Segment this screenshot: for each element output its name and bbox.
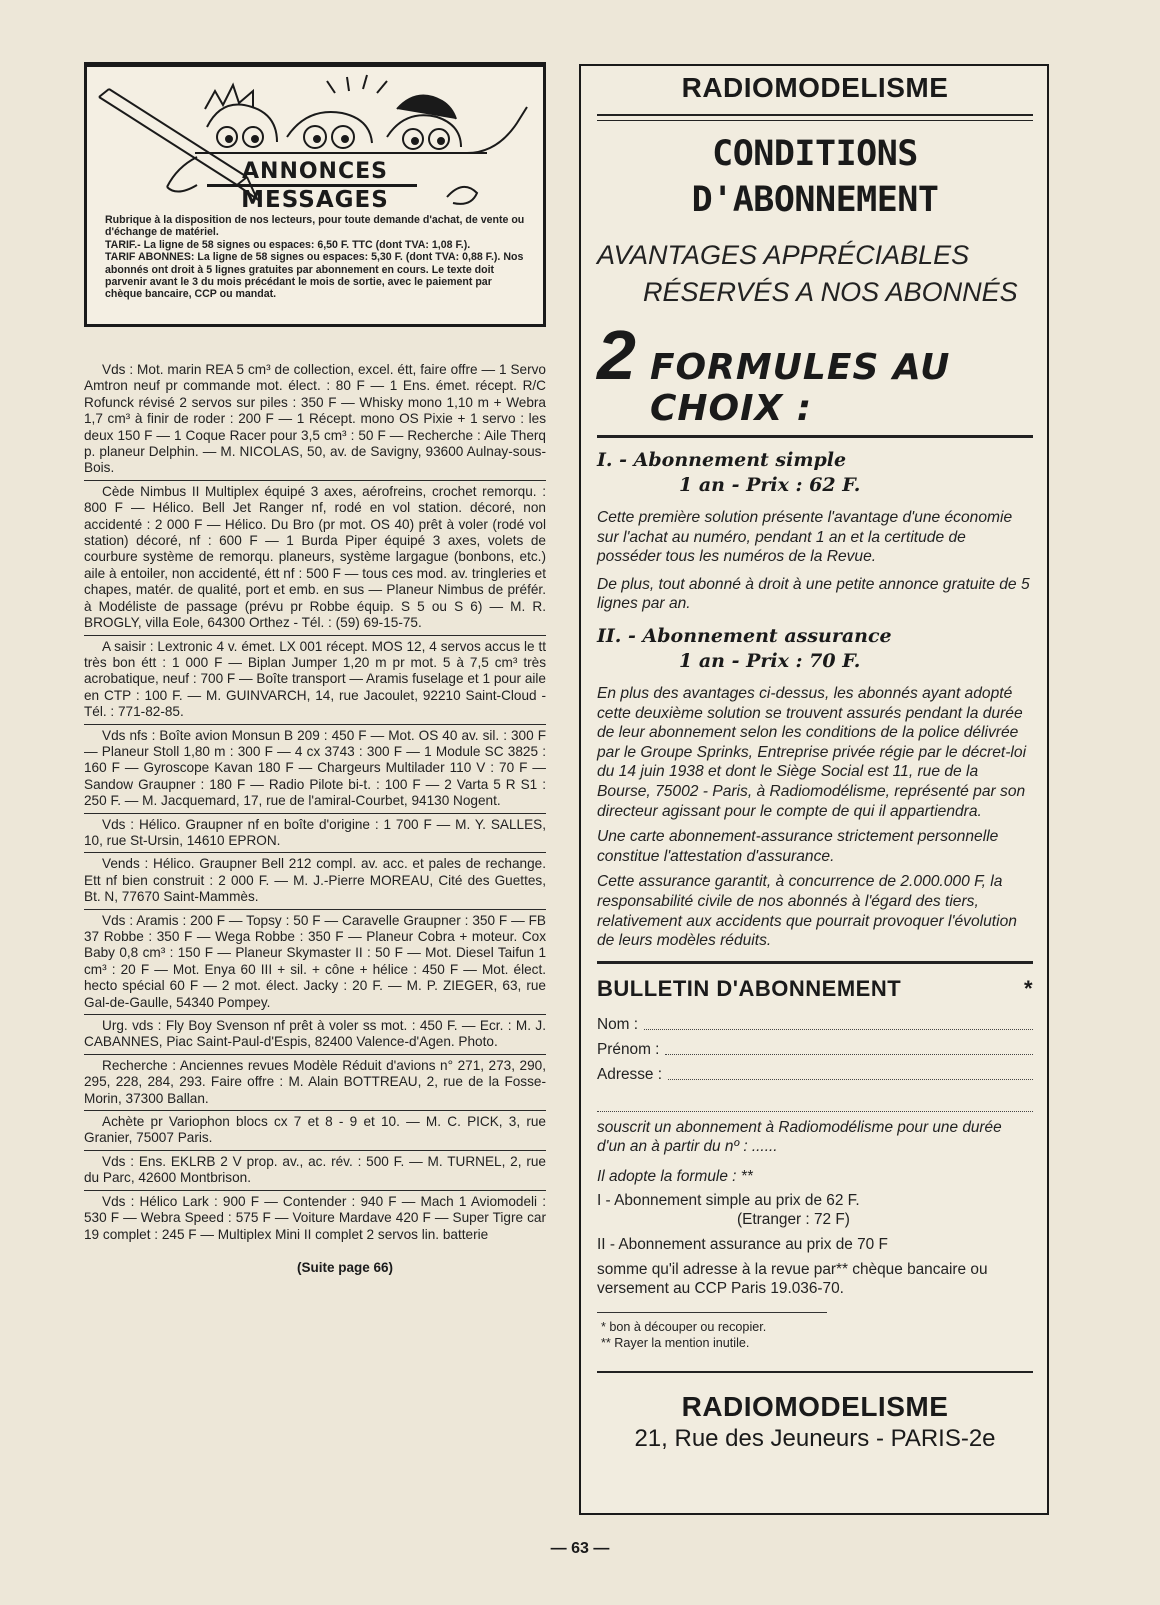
header-description xyxy=(105,214,531,301)
form-somme: somme qu'il adresse à la revue par** chèque bancaire ou versement au CCP Paris 19.036-70. xyxy=(597,1260,988,1297)
notes-rule xyxy=(597,1312,827,1313)
form-adopte: Il adopte la formule : ** xyxy=(597,1167,753,1185)
double-rule xyxy=(597,114,1033,121)
header-desc-tarif: TARIF.- La ligne de 58 signes ou espaces: 6,50 F. TTC (dont TVA: 1,08 F.). xyxy=(105,238,471,251)
footnote-1: * bon à découper ou recopier. xyxy=(601,1319,767,1334)
classifieds-header xyxy=(84,62,546,327)
formula-2-text-1: En plus des avantages ci-dessus, les abonnés ayant adopté cette deuxième solution se trouvent assurés pendant la durée de leur abonnement selon les conditions de la police délivrée par le Groupe Sprinks, Entreprise privée régie par le décret-loi du 14 juin 1938 et dont le Siège Social est 11, rue de la Bourse, 75002 - Paris, à Radiomodélisme, représenté par son directeur agissant pour le compte de qui il appartiendra. xyxy=(597,684,1027,820)
form-label-prenom: Prénom : xyxy=(597,1040,660,1058)
ad-item: Vds : Hélico. Graupner nf en boîte d'origine : 1 700 F — M. Y. SALLES, 10, rue St-Ursin, 14610 EPRON. xyxy=(84,814,546,854)
ads-list xyxy=(84,361,546,1246)
bulletin-heading xyxy=(597,976,1033,1002)
address-street: 21, Rue des Jeuneurs - PARIS-2e xyxy=(634,1424,996,1452)
form-label-nom: Nom : xyxy=(597,1015,639,1033)
ad-item: Vends : Hélico. Graupner Bell 212 compl. av. acc. et pales de rechange. Ett nf bien construit : 2 000 F. — M. J.-Pierre MOREAU, Cité des Guettes, Bt. N, 77670 Saint-Mammès. xyxy=(84,853,546,909)
formula-2-body xyxy=(597,684,1033,951)
ad-item: Urg. vds : Fly Boy Svenson nf prêt à voler ss mot. : 450 F. — Ecr. : M. J. CABANNES, Piac Saint-Paul-d'Espis, 82400 Valence-d'Agen. Photo. xyxy=(84,1015,546,1055)
subscription-content xyxy=(597,66,1033,1453)
address-rule xyxy=(597,1371,1033,1373)
subscription-form xyxy=(597,1012,1033,1298)
header-title-annonces: ANNONCES xyxy=(242,159,388,184)
formula-1-price: 1 an - Prix : 62 F. xyxy=(679,474,861,496)
ad-item: Vds : Mot. marin REA 5 cm³ de collection, excel. étt, faire offre — 1 Servo Amtron neuf pr commande mot. élect. : 80 F — 1 Ens. émet. récept. R/C Rofunck révisé 2 servos sur piles : 350 F — Whisky mono 1,10 m + Webra 1,7 cm³ à finir de roder : 200 F — 1 Récept. mono OS Pixie + 1 servo : les deux 150 F — 1 Coque Racer pour 3,5 cm³ : 50 F — Recherche : Aile Therq p. planeur Delphin. — M. NICOLAS, 50, av. de Savigny, 93600 Aulnay-sous-Bois. xyxy=(84,361,546,481)
formula-2-text-2: Une carte abonnement-assurance strictement personnelle constitue l'attestation d'assurance. xyxy=(597,828,999,865)
form-dotted-line xyxy=(668,1062,1033,1080)
formula-2-title: II. - Abonnement assurance xyxy=(597,624,892,647)
formula-2-text-3: Cette assurance garantit, à concurrence de 2.000.000 F, la responsabilité civile de nos abonnés à l'égard des tiers, relativement aux accidents que pourrait provoquer l'évolution de leurs modèles réduits. xyxy=(597,873,1017,950)
form-field-prenom[interactable] xyxy=(597,1037,1033,1062)
form-field-adresse[interactable] xyxy=(597,1062,1033,1087)
bulletin-title: BULLETIN D'ABONNEMENT xyxy=(597,975,902,1001)
form-address-line-2[interactable] xyxy=(597,1087,1033,1112)
continued-note: (Suite page 66) xyxy=(296,1259,394,1275)
formula-2-price: 1 an - Prix : 70 F. xyxy=(679,649,861,672)
form-souscrit: souscrit un abonnement à Radiomodélisme pour une durée d'un an à partir du nº : ...... xyxy=(597,1118,1002,1155)
formula-1-text-1: Cette première solution présente l'avantage d'une économie sur l'achat au numéro, pendant 1 an et la certitude de posséder tous les numéros de la Revue. xyxy=(597,509,1013,566)
header-title-messages: MESSAGES xyxy=(241,187,389,213)
form-label-adresse: Adresse : xyxy=(597,1065,663,1083)
form-dotted-line xyxy=(665,1037,1033,1055)
header-desc-intro: Rubrique à la disposition de nos lecteurs, pour toute demande d'achat, de vente ou d'échange de matériel. xyxy=(105,214,525,239)
ad-item: Vds : Aramis : 200 F — Topsy : 50 F — Caravelle Graupner : 350 F — FB 37 Robbe : 350 F — Wega Robbe : 350 F — Planeur Cobra + moteur. Cox Baby 0,8 cm³ : 150 F — Planeur Skymaster II : 50 F — Mot. Diesel Taifun 1 cm³ : 20 F — Mot. Enya 60 III + sil. + cône + hélice : 450 F — Mot. élect. hecto spécial 60 F — 2 mot. élect. Jacky : 20 F. — M. P. ZIEGER, 63, rue Gal-de-Gaulle, 54340 Pompey. xyxy=(84,910,546,1015)
address-name: RADIOMODELISME xyxy=(681,1390,949,1422)
form-option-1 xyxy=(597,1191,1033,1210)
advantages-line-2: RÉSERVÉS A NOS ABONNÉS xyxy=(643,277,1018,307)
classifieds-column xyxy=(84,62,546,1275)
ad-item: Cède Nimbus II Multiplex équipé 3 axes, aérofreins, crochet remorqu. : 800 F — Hélico. Bell Jet Ranger nf, rodé en vol station. décoré, non accidenté : 2 000 F — Hélico. Du Bro (pr mot. OS 40) prêt à voler (rodé vol station) décoré, nf : 600 F — 1 Burda Piper équipé 3 axes, volets de courbure système de remorqu. planeurs, système largague (bonbons, etc.) aile à entoiler, non accidenté, étt nf : 500 F — tous ces mod. av. tringleries et chapes, matér. de qualité, port et emb. en sus — Planeur Nimbus de préfér. à Modéliste de passage (prévu pr Robbe équip. S 5 ou S 6) — M. R. BROGLY, villa Eole, 64300 Orthez - Tél. : (59) 69-15-75. xyxy=(84,481,546,636)
subscription-box xyxy=(579,64,1049,1515)
section-rule xyxy=(597,435,1033,438)
advantages-line-1: AVANTAGES APPRÉCIABLES xyxy=(597,240,970,270)
ad-item: Vds nfs : Boîte avion Monsun B 209 : 450 F — Mot. OS 40 av. sil. : 300 F — Planeur Stoll 1,80 m : 300 F — 4 cx 3743 : 300 F — 1 Module SC 3825 : 160 F — Gyroscope Kavan 180 F — Chargeurs Multilader 110 V : 70 F — Sandow Graupner : 180 F — Radio Pilote bi-t. : 100 F — 2 Varta 5 R S1 : 250 F. — M. Jacquemard, 17, rue de l'amiral-Courbet, 94130 Nogent. xyxy=(84,725,546,814)
page-number: — 63 — xyxy=(550,1540,610,1557)
bulletin-star: * xyxy=(1023,975,1033,1001)
conditions-heading xyxy=(597,131,1033,223)
conditions-line-2: D'ABONNEMENT xyxy=(691,180,939,220)
advantages-heading xyxy=(597,237,1033,311)
form-option-1-foreign: (Etranger : 72 F) xyxy=(737,1210,850,1228)
form-option-1-text: I - Abonnement simple au prix de 62 F. xyxy=(597,1191,860,1209)
form-option-2: II - Abonnement assurance au prix de 70 F xyxy=(597,1235,888,1253)
magazine-title: RADIOMODELISME xyxy=(681,72,949,103)
formula-1-body xyxy=(597,508,1033,614)
form-field-nom[interactable] xyxy=(597,1012,1033,1037)
formula-1-heading xyxy=(597,448,1033,498)
ad-item: Vds : Hélico Lark : 900 F — Contender : 940 F — Mach 1 Aviomodeli : 530 F — Webra Speed : 575 F — Voiture Mardave 420 F — Super Tigre car 19 complet : 245 F — Multiplex Mini II complet 2 servos lin. batterie xyxy=(84,1193,546,1242)
ad-item: A saisir : Lextronic 4 v. émet. LX 001 récept. MOS 12, 4 servos accus le tt très bon étt : 1 000 F — Biplan Jumper 1,20 m pr mot. 5 à 7,5 cm³ très acrobatique, neuf : 700 F — Boîte transport — Aramis fuselage et 1 pour aile en CTP : 100 F. — M. GUINVARCH, 14, rue Jacoulet, 92210 Saint-Cloud - Tél. : 771-82-85. xyxy=(84,636,546,725)
bulletin-rule xyxy=(597,961,1033,964)
formula-2-heading xyxy=(597,624,1033,674)
footnote-2: ** Rayer la mention inutile. xyxy=(601,1335,750,1350)
formulas-text: FORMULES AU CHOIX : xyxy=(649,347,951,429)
footnotes xyxy=(597,1319,1033,1351)
ad-item: Recherche : Anciennes revues Modèle Réduit d'avions n° 271, 273, 290, 295, 228, 284, 293. Faire offre : M. Alain BOTTREAU, 2, rue de la Fosse-Morin, 37300 Ballan. xyxy=(84,1055,546,1111)
header-desc-tarif-abonnes: TARIF ABONNES: La ligne de 58 signes ou espaces: 5,30 F. (dont TVA: 0,88 F.). Nos abonnés ont droit à 5 lignes gratuites par abonnement en cours. Le texte doit parvenir avant le 3 du mois précédant le mois de sortie, avec le paiement par chèque bancaire, CCP ou mandat. xyxy=(105,251,524,301)
conditions-line-1: CONDITIONS xyxy=(712,134,918,174)
formulas-heading xyxy=(597,316,1033,429)
formulas-number: 2 xyxy=(597,316,636,394)
formula-1-text-2: De plus, tout abonné à droit à une petite annonce gratuite de 5 lignes par an. xyxy=(597,575,1030,613)
ad-item: Achète pr Variophon blocs cx 7 et 8 - 9 et 10. — M. C. PICK, 3, rue Granier, 75007 Paris. xyxy=(84,1111,546,1151)
ad-item: Vds : Ens. EKLRB 2 V prop. av., ac. rév. : 500 F. — M. TURNEL, 2, rue du Parc, 42600 Montbrison. xyxy=(84,1151,546,1191)
formula-1-title: I. - Abonnement simple xyxy=(597,449,847,471)
form-dotted-line xyxy=(644,1012,1033,1030)
